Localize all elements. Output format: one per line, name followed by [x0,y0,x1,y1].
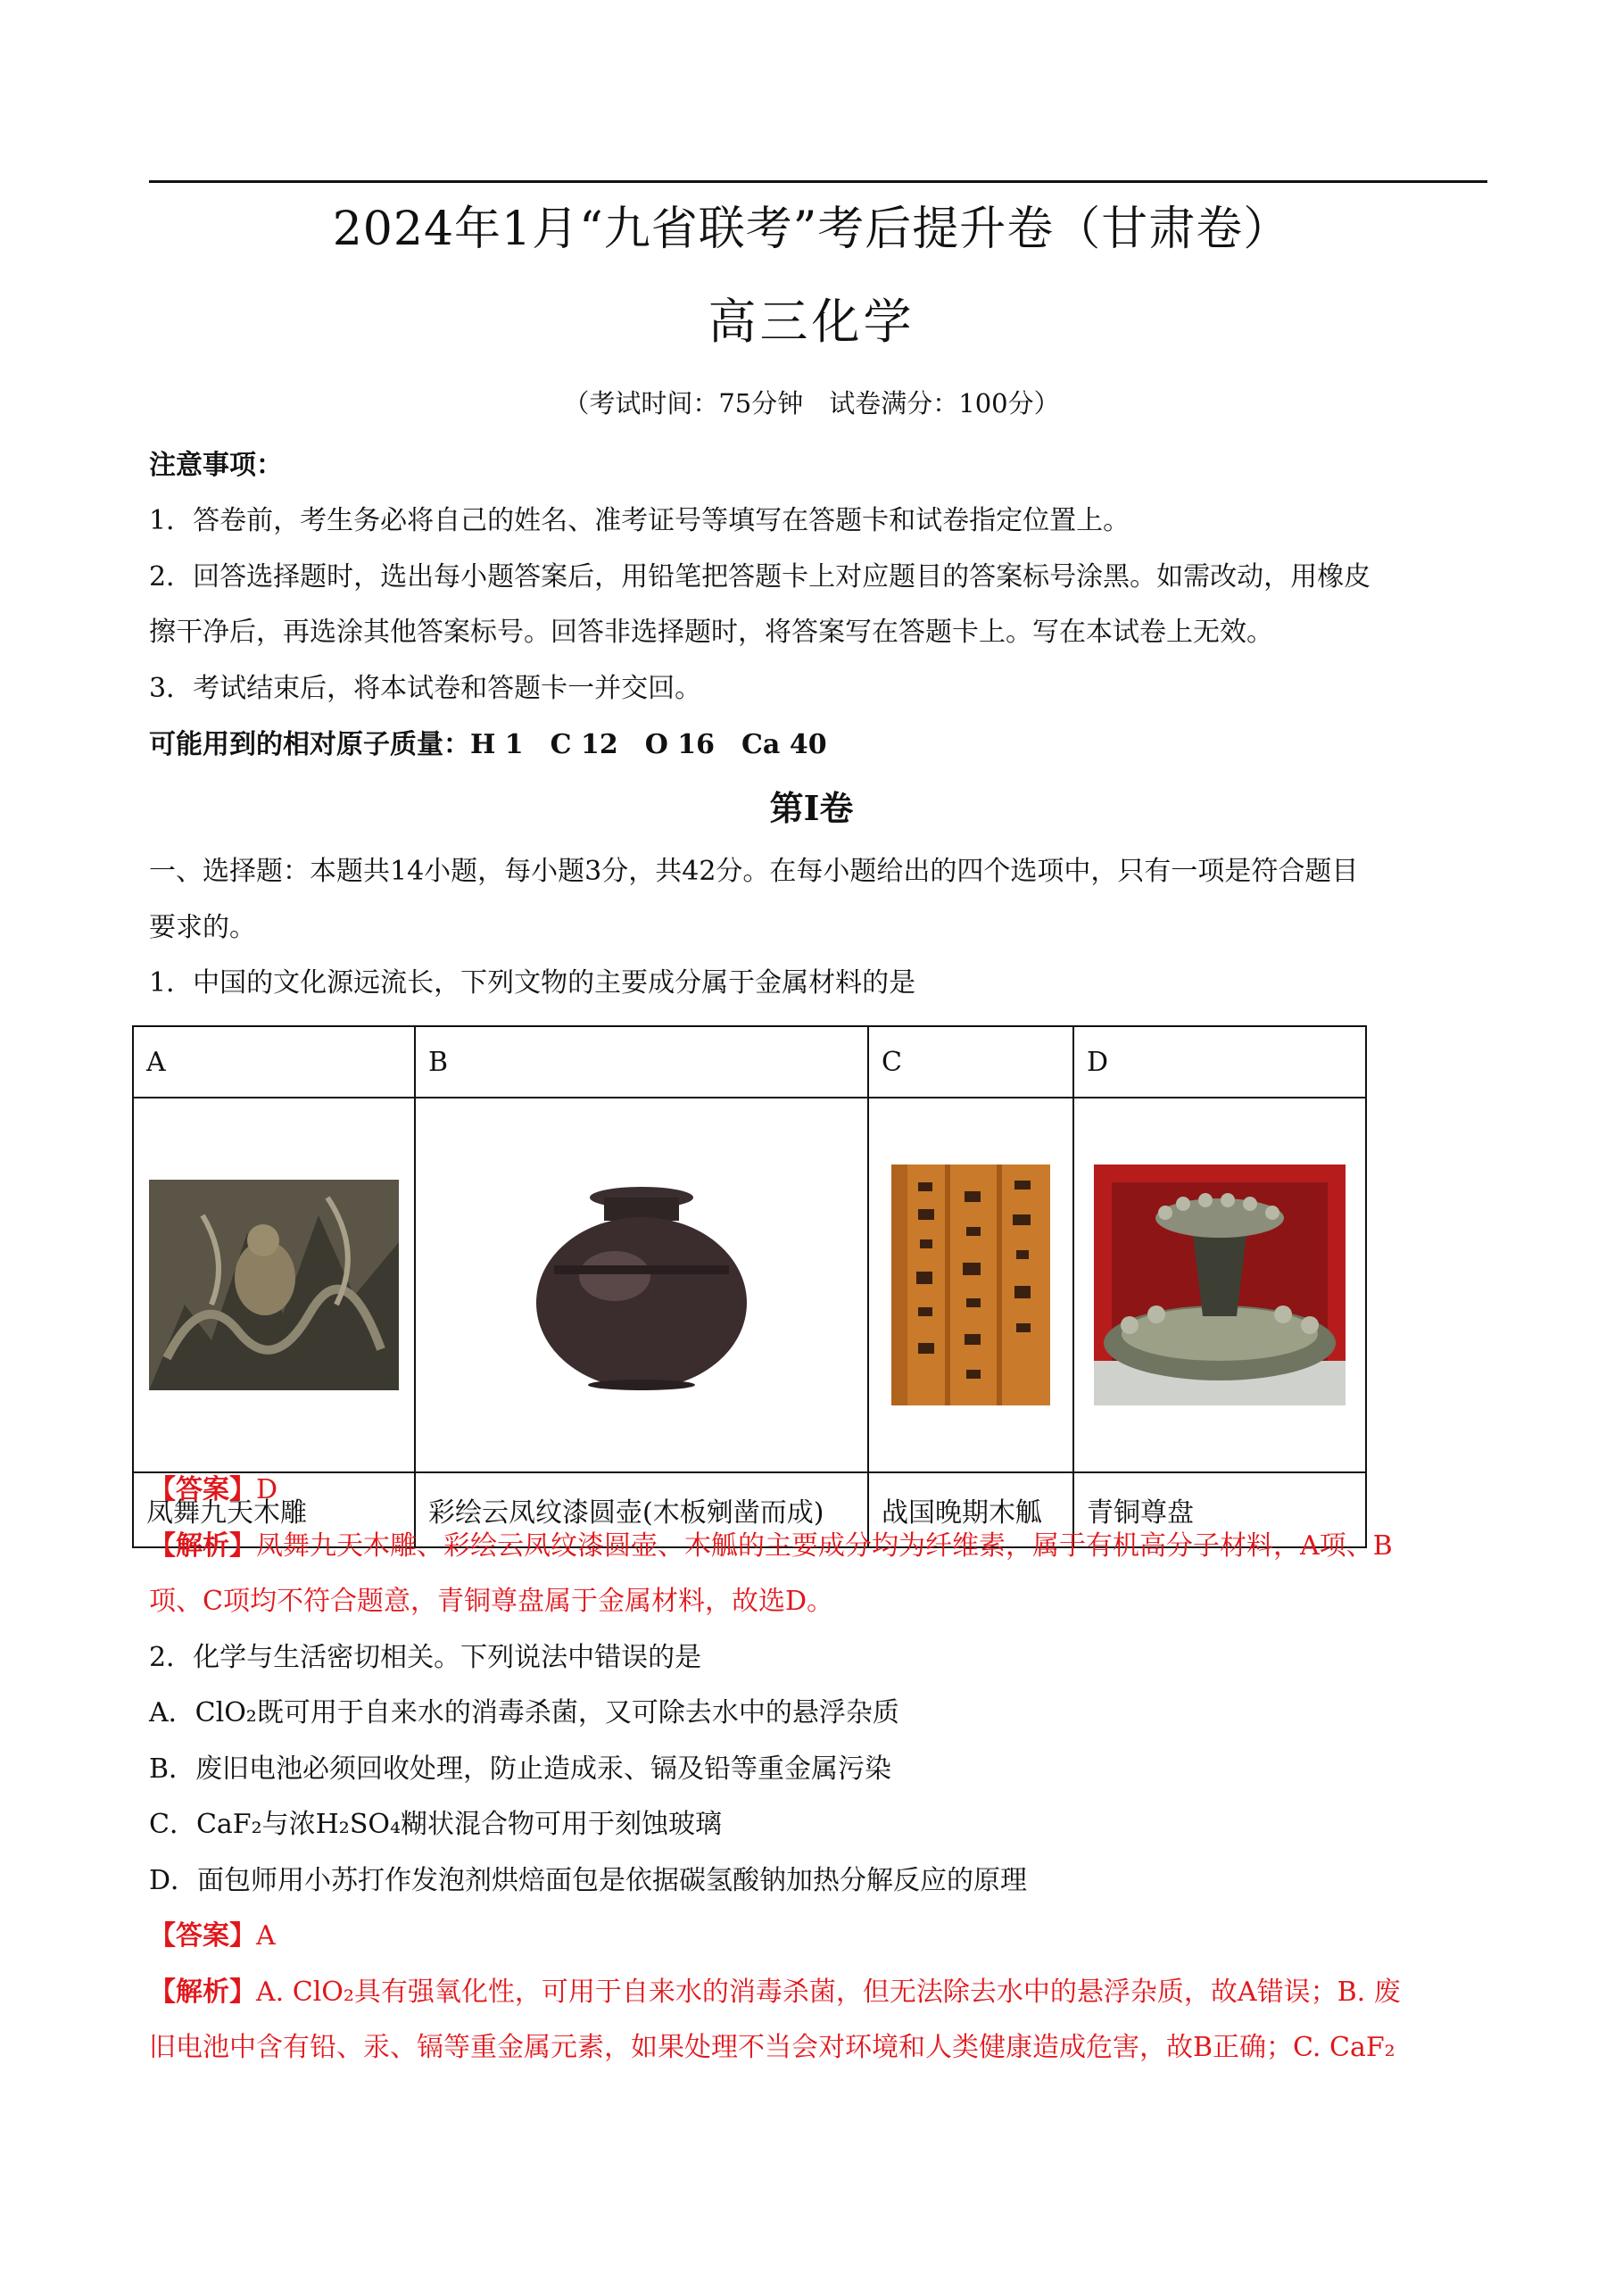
q2-analysis-text-1: A. ClO₂具有强氧化性，可用于自来水的消毒杀菌，但无法除去水中的悬浮杂质，故A错误；B. 废 [256,1977,1401,2008]
option-b-caption: 彩绘云凤纹漆圆壶(木板剜凿而成) [415,1472,868,1547]
q1-analysis-label: 【解析】 [149,1530,256,1562]
q1-stem: 1．中国的文化源远流长，下列文物的主要成分属于金属材料的是 [149,967,916,999]
q2-option-c: C．CaF₂与浓H₂SO₄糊状混合物可用于刻蚀玻璃 [149,1809,722,1840]
wood-carving-image [149,1180,399,1390]
q2-option-a: A．ClO₂既可用于自来水的消毒杀菌，又可除去水中的悬浮杂质 [149,1697,899,1728]
q2-answer-value: A [256,1920,276,1952]
option-c-image [868,1098,1073,1472]
option-b-image [415,1098,868,1472]
option-d-letter: D [1073,1026,1366,1098]
q2-option-d: D．面包师用小苏打作发泡剂烘焙面包是依据碳氢酸钠加热分解反应的原理 [149,1865,1028,1896]
q1-answer [149,1471,277,1510]
option-b-letter: B [415,1026,868,1098]
option-d-caption: 青铜尊盘 [1073,1472,1366,1547]
q2-analysis-1 [149,1973,1401,2012]
note-item-1: 1．答卷前，考生务必将自己的姓名、准考证号等填写在答题卡和试卷指定位置上。 [149,505,1130,536]
q2-analysis-label: 【解析】 [149,1977,256,2008]
option-d-image [1073,1098,1366,1472]
q2-option-b: B．废旧电池必须回收处理，防止造成汞、镉及铅等重金属污染 [149,1753,892,1785]
q1-options-table [132,1025,1367,1548]
q2-stem: 2．化学与生活密切相关。下列说法中错误的是 [149,1642,702,1673]
notes-heading: 注意事项： [149,450,283,481]
exam-title: 2024年1月“九省联考”考后提升卷（甘肃卷） [332,203,1291,256]
note-item-2: 2．回答选择题时，选出每小题答案后，用铅笔把答题卡上对应题目的答案标号涂黑。如需改动，用橡皮 [149,561,1371,593]
option-c-letter: C [868,1026,1073,1098]
section-intro-2: 要求的。 [149,912,256,943]
option-c-caption: 战国晚期木觚 [868,1472,1073,1547]
option-a-letter: A [133,1026,415,1098]
section-title: 第Ⅰ卷 [769,788,854,828]
q1-analysis-text-1: 凤舞九天木雕、彩绘云凤纹漆圆壶、木觚的主要成分均为纤维素，属于有机高分子材料，A项、B [256,1530,1393,1562]
q2-answer [149,1917,276,1956]
q1-analysis-2: 项、C项均不符合题意，青铜尊盘属于金属材料，故选D。 [149,1586,834,1617]
exam-subject: 高三化学 [708,294,915,350]
q1-analysis-1 [149,1527,1393,1566]
lacquer-jar-image [526,1178,758,1392]
atomic-mass-line: 可能用到的相对原子质量：H 1 C 12 O 16 Ca 40 [149,729,827,760]
q1-answer-label: 【答案】 [149,1474,256,1505]
header-rule [149,180,1487,183]
option-a-image [133,1098,415,1472]
exam-info: （考试时间：75分钟 试卷满分：100分） [563,388,1060,419]
q2-analysis-2: 旧电池中含有铅、汞、镉等重金属元素，如果处理不当会对环境和人类健康造成危害，故B正确；C. CaF₂ [149,2032,1395,2063]
wooden-gu-image [891,1165,1050,1405]
bronze-zun-pan-image [1094,1165,1346,1405]
q1-answer-value: D [256,1474,278,1505]
option-a-caption: 凤舞九天木雕 [133,1472,415,1547]
note-item-3: 3．考试结束后，将本试卷和答题卡一并交回。 [149,673,702,704]
section-intro-1: 一、选择题：本题共14小题，每小题3分，共42分。在每小题给出的四个选项中，只有一项是符合题目 [149,856,1359,887]
q2-answer-label: 【答案】 [149,1920,256,1952]
note-item-2-cont: 擦干净后，再选涂其他答案标号。回答非选择题时，将答案写在答题卡上。写在本试卷上无效。 [149,617,1273,648]
